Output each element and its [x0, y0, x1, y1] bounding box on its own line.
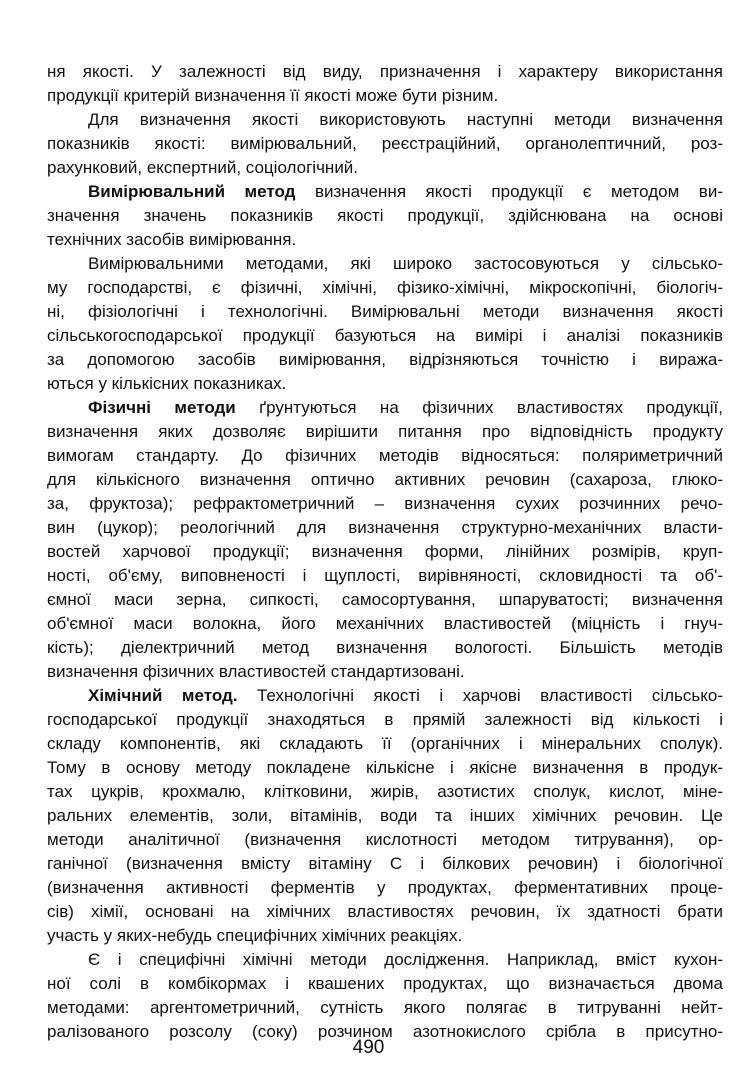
bold-term: Фізичні методи: [88, 398, 236, 417]
text-line: [47, 204, 723, 228]
line-text: ності, об'єму, виповненості і щуплості, вирівняності, скловидності та об'-: [47, 566, 723, 585]
text-line: [47, 444, 723, 468]
text-line: [47, 972, 723, 996]
text-line: [47, 132, 723, 156]
line-text: для кількісного визначення оптично активних речовин (сахароза, глюко-: [47, 470, 723, 489]
text-line: [47, 852, 723, 876]
line-text: участь у яких-небудь специфічних хімічних реакціях.: [47, 926, 463, 945]
text-line: [47, 612, 723, 636]
text-line: [47, 516, 723, 540]
line-text: ганічної (визначення вмісту вітаміну С і білкових речовин) і біологічної: [47, 854, 723, 873]
line-text: об'ємної маси волокна, його механічних властивостей (міцність і гнуч-: [47, 614, 723, 633]
text-line: [47, 636, 723, 660]
text-line: [47, 468, 723, 492]
text-line: [47, 324, 723, 348]
text-line: [47, 60, 723, 84]
line-text: сів) хімії, основані на хімічних властивостях речовин, їх здатності брати: [47, 902, 723, 921]
text-line: [88, 180, 723, 204]
text-line: [47, 660, 723, 684]
text-line: [88, 252, 723, 276]
text-line: [88, 948, 723, 972]
line-text: ної солі в комбікормах і квашених продуктах, що визначається двома: [47, 974, 723, 993]
line-text: (визначення активності ферментів у продуктах, ферментативних проце-: [47, 878, 723, 897]
line-text: востей харчової продукції; визначення форми, лінійних розмірів, круп-: [47, 542, 723, 561]
line-text: господарської продукції знаходяться в прямій залежності від кількості і: [47, 710, 723, 729]
line-text: ються у кількісних показниках.: [47, 374, 287, 393]
text-line: [47, 780, 723, 804]
text-line: [47, 804, 723, 828]
line-text: Для визначення якості використовують наступні методи визначення: [88, 110, 723, 129]
line-text: ральних елементів, золи, вітамінів, води та інших хімічних речовин. Це: [47, 806, 723, 825]
bold-term: Вимірювальний метод: [88, 182, 296, 201]
text-line: [47, 588, 723, 612]
text-line: [88, 396, 723, 420]
line-text: визначення яких дозволяє вирішити питання про відповідність продукту: [47, 422, 723, 441]
line-text: технічних засобів вимірювання.: [47, 230, 297, 249]
text-line: [47, 540, 723, 564]
line-text: му господарстві, є фізичні, хімічні, фізико-хімічні, мікроскопічні, біологіч-: [47, 278, 723, 297]
line-text: значення значень показників якості продукції, здійснювана на основі: [47, 206, 723, 225]
text-line: [47, 924, 723, 948]
text-line: [47, 876, 723, 900]
text-line: [47, 276, 723, 300]
line-text: визначення фізичних властивостей стандартизовані.: [47, 662, 465, 681]
line-text: Вимірювальними методами, які широко застосовуються у сільсько-: [88, 254, 723, 273]
text-line: [47, 492, 723, 516]
line-text: показників якості: вимірювальний, реєстраційний, органолептичний, роз-: [47, 134, 723, 153]
text-line: [47, 420, 723, 444]
text-line: [47, 228, 723, 252]
line-text: Є і специфічні хімічні методи дослідження. Наприклад, вміст кухон-: [88, 950, 723, 969]
line-text: сільськогосподарської продукції базуються на вимірі і аналізі показників: [47, 326, 723, 345]
text-line: [47, 996, 723, 1020]
text-line: [88, 108, 723, 132]
text-line: [47, 348, 723, 372]
line-text: за, фруктоза); рефрактометричний – визначення сухих розчинних речо-: [47, 494, 723, 513]
text-line: [88, 684, 723, 708]
line-text: ємної маси зерна, сипкості, самосортування, шпаруватості; визначення: [47, 590, 723, 609]
text-line: [47, 756, 723, 780]
line-text: вимогам стандарту. До фізичних методів відносяться: поляриметричний: [47, 446, 723, 465]
text-line: [47, 372, 723, 396]
line-text: методами: аргентометричний, сутність якого полягає в титруванні нейт-: [47, 998, 723, 1017]
line-text: складу компонентів, які складають її (органічних і мінеральних сполук).: [47, 734, 723, 753]
line-text: продукції критерій визначення її якості може бути різним.: [47, 86, 499, 105]
line-text: Тому в основу методу покладене кількісне і якісне визначення в продук-: [47, 758, 723, 777]
text-line: [47, 708, 723, 732]
line-text: ня якості. У залежності від виду, призначення і характеру використання: [47, 62, 723, 81]
line-text: вин (цукор); реологічний для визначення структурно-механічних власти-: [47, 518, 723, 537]
text-line: [47, 84, 723, 108]
line-text: Технологічні якості і харчові властивості сільсько-: [237, 686, 723, 705]
line-text: тах цукрів, крохмалю, клітковини, жирів, азотистих сполук, кислот, міне-: [47, 782, 723, 801]
line-text: кість); діелектричний метод визначення вологості. Більшість методів: [47, 638, 723, 657]
text-line: [47, 900, 723, 924]
line-text: визначення якості продукції є методом ви-: [295, 182, 723, 201]
text-line: [47, 564, 723, 588]
line-text: методи аналітичної (визначення кислотності методом титрування), ор-: [47, 830, 723, 849]
bold-term: Хімічний метод.: [88, 686, 238, 705]
line-text: за допомогою засобів вимірювання, відрізняються точністю і виража-: [47, 350, 723, 369]
text-line: [47, 732, 723, 756]
line-text: ні, фізіологічні і технологічні. Вимірювальні методи визначення якості: [47, 302, 723, 321]
line-text: рахунковий, експертний, соціологічний.: [47, 158, 359, 177]
line-text: ралізованого розсолу (соку) розчином азотнокислого срібла в присутно-: [47, 1022, 723, 1041]
page-number: 490: [352, 1037, 385, 1058]
text-line: [47, 156, 723, 180]
text-line: [47, 300, 723, 324]
line-text: ґрунтуються на фізичних властивостях продукції,: [235, 398, 723, 417]
text-line: [47, 828, 723, 852]
